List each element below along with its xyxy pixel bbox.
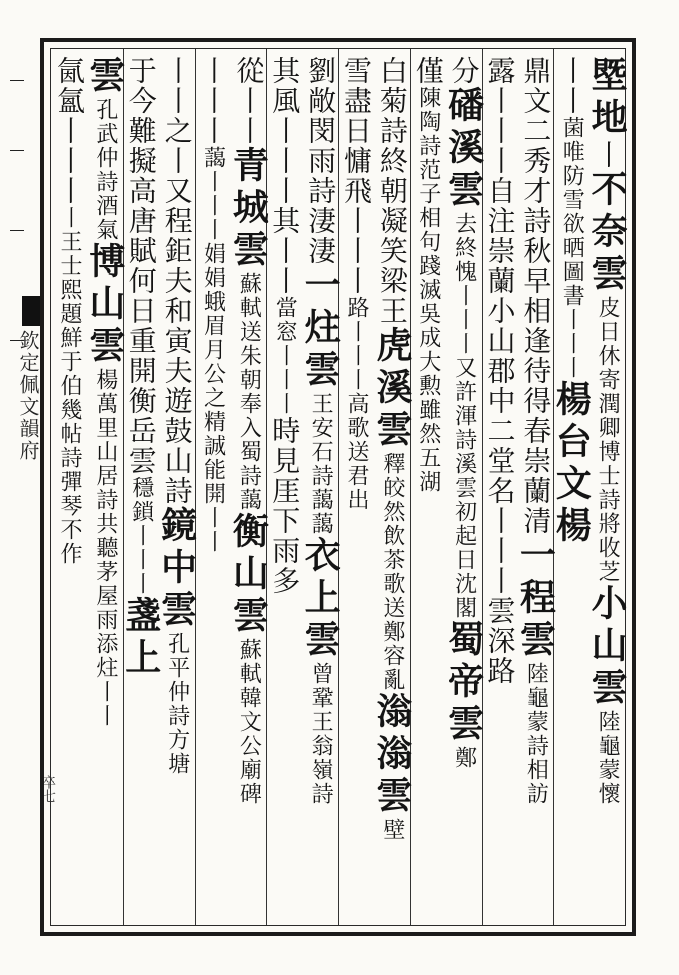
headword: 小山雲 [586,584,629,710]
text-column [482,56,518,922]
text-segment: 丨丨 [555,56,589,116]
text-segment: 露丨丨丨自注崇蘭小山郡中二堂名 [483,56,517,506]
text-segment: 其風丨丨丨其丨丨 [268,56,302,296]
text-segment: 劉敞閔雨詩淒淒 [304,56,338,266]
text-segment: 楊萬里山居詩共聽茅屋雨添炷丨丨 [92,368,118,728]
text-segment: 王安石詩藹藹 [308,392,334,536]
text-segment: 孔平仲詩方塘 [164,632,190,776]
fish-tail-mark [22,296,40,326]
text-segment: 菌唯防雪欲晒圖書丨丨丨 [559,116,585,380]
text-segment: 陸龜蒙詩相訪 [523,662,549,806]
text-column [299,56,342,922]
column-rule [123,49,124,925]
text-segment: 陸龜蒙懷 [595,710,621,806]
headword: 青城雲 [227,146,270,272]
text-segment: 孔武仲詩酒氣 [92,98,118,242]
text-segment: 丨 [591,140,625,170]
text-segment: 陳陶詩范子相句踐滅吳成大勲雖然五湖 [415,86,441,494]
text-column [550,56,593,922]
text-segment: 氤氳丨丨丨 [52,56,86,206]
text-column [514,56,557,922]
headword: 博山雲 [83,242,126,368]
column-rule [553,49,554,925]
text-segment: 白菊詩終朝凝笑梁王 [375,56,409,326]
margin-tick [10,150,24,151]
text-segment: 去終愧丨丨丨又許渾詩溪雲初起日沈閣 [451,212,477,620]
text-segment: 蘇軾送朱朝奉入蜀詩藹 [236,272,262,512]
text-segment: 丨丨丨雲深路 [483,506,517,686]
text-segment: 曾鞏王翁嶺詩 [308,662,334,806]
headword: 蜀帝雲 [442,620,485,746]
headword: 一程雲 [514,536,557,662]
text-segment: 丨王士熙題鮮于伯幾帖詩彈琴不作 [56,206,82,566]
page-number: 卒七 [40,775,56,803]
margin-tick [10,230,24,231]
text-column [155,56,198,922]
headword: 磻溪雲 [442,86,485,212]
column-rule [338,49,339,925]
headword: 塈地 [586,56,629,140]
text-column [410,56,446,922]
headword: 衡山雲 [227,512,270,638]
headword: 虎溪雲 [370,326,413,452]
text-segment: 丨丨丨 [196,56,230,146]
text-column [119,56,162,922]
headword: 楊台文楊 [550,380,593,548]
text-segment: 路丨丨丨高歌送君出 [343,296,369,512]
text-segment: 雪盡日慵飛丨丨丨 [339,56,373,296]
text-segment: 分 [447,56,481,86]
text-segment: 時見厓下雨多 [268,416,302,596]
left-margin [0,40,34,940]
text-segment: 鄭 [451,746,477,770]
headword: 盞上 [119,596,162,680]
headword: 鏡中雲 [155,506,198,632]
text-segment: 皮日休寄潤卿博士詩將收芝 [595,296,621,584]
text-segment: 鼎文二秀才詩秋早相逢待得春崇蘭清 [519,56,553,536]
text-column [227,56,270,922]
column-rule [195,49,196,925]
text-segment: 壁 [379,818,405,842]
margin-tick [10,80,24,81]
text-segment: 蘇軾韓文公廟碑 [236,638,262,806]
text-segment: 于今難擬高唐賦何日重開衡岳雲 [124,56,158,476]
headword: 滃滃雲 [370,692,413,818]
text-segment: 穩鎖丨丨丨 [128,476,154,596]
text-column [51,56,87,922]
text-column [195,56,231,922]
text-segment: 僅 [411,56,445,86]
text-segment: 丨丨之丨又程鉅夫和寅夫遊鼓山詩 [160,56,194,506]
headword: 一炷雲 [299,266,342,392]
text-column [442,56,485,922]
text-segment: 藹丨丨丨娟娟蛾眉月 [200,146,226,362]
headword: 衣上雲 [299,536,342,662]
headword: 雲 [83,56,126,98]
text-segment: 當窓丨丨丨 [272,296,298,416]
headword: 不奈雲 [586,170,629,296]
text-column [586,56,629,922]
text-column [266,56,302,922]
text-column [83,56,126,922]
text-segment: 從丨丨 [232,56,266,146]
margin-title: 欽定佩文韻府 [16,330,40,462]
text-segment: 釋皎然飲茶歌送鄭容亂 [379,452,405,692]
text-column [370,56,413,922]
text-segment: 公之精誠能開丨丨 [200,362,226,554]
text-column [338,56,374,922]
